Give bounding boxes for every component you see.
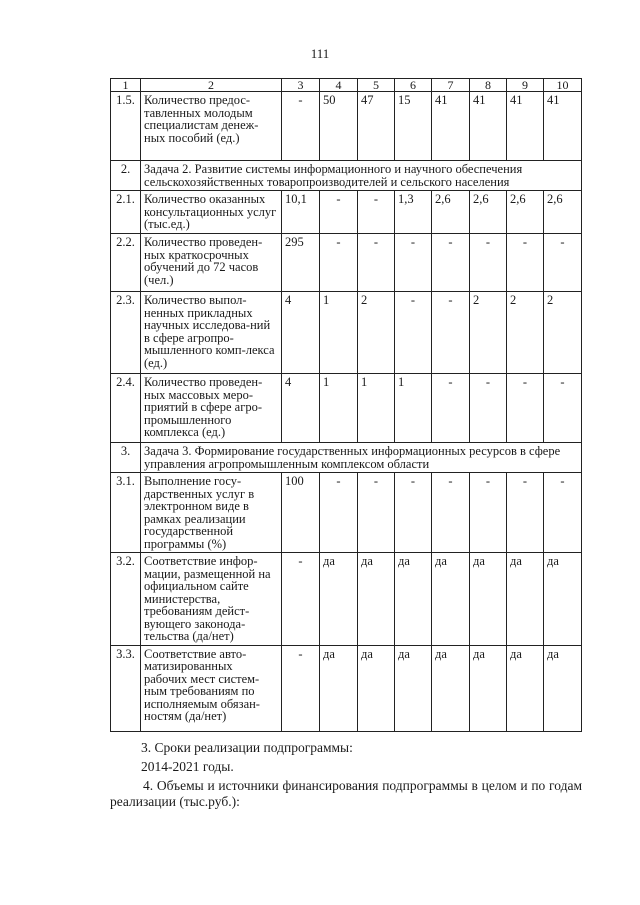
page-number: 111 xyxy=(310,46,330,61)
paragraph-terms-heading: 3. Сроки реализации подпрограммы: xyxy=(141,740,353,755)
task-row xyxy=(111,443,582,473)
value-cell: - xyxy=(320,234,358,292)
indicator-name: Количество выпол-ненных прикладных научных исследова-ний в сфере агропро-мышленного комп-лекса (ед.) xyxy=(141,292,282,374)
value-cell: - xyxy=(507,473,544,553)
value-cell: да xyxy=(470,645,507,731)
value-cell: да xyxy=(544,553,582,646)
value-cell: - xyxy=(470,473,507,553)
value-cell: 1 xyxy=(320,292,358,374)
indicator-name: Выполнение госу-дарственных услуг в электронном виде в рамках реализации государственной программы (%) xyxy=(141,473,282,553)
row-number: 3.1. xyxy=(111,473,141,553)
value-cell: 1,3 xyxy=(395,191,432,234)
value-cell: да xyxy=(544,645,582,731)
task-title: Задача 2. Развитие системы информационного и научного обеспечения сельскохозяйственных товаропроизводителей и сельского населения xyxy=(141,161,582,191)
value-cell: 2,6 xyxy=(544,191,582,234)
row-number: 1.5. xyxy=(111,92,141,161)
value-cell: 41 xyxy=(544,92,582,161)
value-cell: - xyxy=(432,234,470,292)
indicator-name: Соответствие авто-матизированных рабочих мест систем-ным требованиям по исполняемым обязан-ностям (да/нет) xyxy=(141,645,282,731)
table-row xyxy=(111,92,582,161)
value-cell: - xyxy=(320,191,358,234)
paragraph-terms-years: 2014-2021 годы. xyxy=(141,759,234,774)
table-row xyxy=(111,292,582,374)
value-cell: - xyxy=(470,374,507,443)
value-cell: - xyxy=(507,234,544,292)
header-cell: 6 xyxy=(395,79,432,92)
value-cell: - xyxy=(282,645,320,731)
header-cell: 8 xyxy=(470,79,507,92)
value-cell: 295 xyxy=(282,234,320,292)
value-cell: 2 xyxy=(544,292,582,374)
value-cell: да xyxy=(507,553,544,646)
indicator-name: Количество оказанных консультационных услуг (тыс.ед.) xyxy=(141,191,282,234)
value-cell: - xyxy=(507,374,544,443)
row-number: 2.2. xyxy=(111,234,141,292)
value-cell: да xyxy=(320,645,358,731)
row-number: 2.3. xyxy=(111,292,141,374)
row-number: 3.2. xyxy=(111,553,141,646)
value-cell: 2 xyxy=(507,292,544,374)
header-cell: 1 xyxy=(111,79,141,92)
value-cell: да xyxy=(470,553,507,646)
value-cell: да xyxy=(395,645,432,731)
task-row xyxy=(111,161,582,191)
value-cell: - xyxy=(282,92,320,161)
value-cell: 47 xyxy=(358,92,395,161)
value-cell: 41 xyxy=(432,92,470,161)
indicator-name: Количество проведен-ных массовых меро-приятий в сфере агро-промышленного комплекса (ед.) xyxy=(141,374,282,443)
value-cell: - xyxy=(358,473,395,553)
value-cell: 1 xyxy=(320,374,358,443)
task-title: Задача 3. Формирование государственных информационных ресурсов в сфере управления агропромышленным комплексом области xyxy=(141,443,582,473)
indicator-name: Количество предос-тавленных молодым специалистам денеж-ных пособий (ед.) xyxy=(141,92,282,161)
value-cell: 4 xyxy=(282,374,320,443)
value-cell: - xyxy=(358,191,395,234)
value-cell: да xyxy=(395,553,432,646)
value-cell: 2,6 xyxy=(507,191,544,234)
value-cell: - xyxy=(395,234,432,292)
row-number: 3. xyxy=(111,443,141,473)
header-cell: 5 xyxy=(358,79,395,92)
value-cell: 1 xyxy=(395,374,432,443)
indicator-name: Соответствие инфор-мации, размещенной на официальном сайте министерства, требованиям дейст-вующего законода-тельства (да/нет) xyxy=(141,553,282,646)
value-cell: - xyxy=(395,473,432,553)
indicator-name: Количество проведен-ных краткосрочных обучений до 72 часов (чел.) xyxy=(141,234,282,292)
value-cell: 15 xyxy=(395,92,432,161)
value-cell: - xyxy=(320,473,358,553)
row-number: 2. xyxy=(111,161,141,191)
value-cell: 2 xyxy=(358,292,395,374)
value-cell: - xyxy=(395,292,432,374)
header-row xyxy=(111,79,582,92)
value-cell: - xyxy=(358,234,395,292)
indicators-table xyxy=(110,78,582,732)
value-cell: да xyxy=(432,553,470,646)
value-cell: да xyxy=(320,553,358,646)
value-cell: 41 xyxy=(507,92,544,161)
value-cell: 41 xyxy=(470,92,507,161)
paragraph-financing: 4. Объемы и источники финансирования подпрограммы в целом и по годам реализации (тыс.руб.): xyxy=(110,778,582,809)
value-cell: 2 xyxy=(470,292,507,374)
value-cell: 10,1 xyxy=(282,191,320,234)
header-cell: 9 xyxy=(507,79,544,92)
value-cell: - xyxy=(544,374,582,443)
value-cell: 50 xyxy=(320,92,358,161)
value-cell: - xyxy=(544,473,582,553)
header-cell: 7 xyxy=(432,79,470,92)
header-cell: 3 xyxy=(282,79,320,92)
table-row xyxy=(111,553,582,646)
value-cell: да xyxy=(358,553,395,646)
value-cell: - xyxy=(544,234,582,292)
header-cell: 4 xyxy=(320,79,358,92)
value-cell: 4 xyxy=(282,292,320,374)
value-cell: - xyxy=(432,473,470,553)
row-number: 2.4. xyxy=(111,374,141,443)
table-row xyxy=(111,234,582,292)
value-cell: 2,6 xyxy=(470,191,507,234)
value-cell: 100 xyxy=(282,473,320,553)
value-cell: - xyxy=(432,374,470,443)
header-cell: 2 xyxy=(141,79,282,92)
value-cell: - xyxy=(432,292,470,374)
table-row xyxy=(111,374,582,443)
table-row xyxy=(111,473,582,553)
value-cell: - xyxy=(470,234,507,292)
value-cell: да xyxy=(507,645,544,731)
row-number: 3.3. xyxy=(111,645,141,731)
row-number: 2.1. xyxy=(111,191,141,234)
table-row xyxy=(111,645,582,731)
value-cell: - xyxy=(282,553,320,646)
value-cell: 1 xyxy=(358,374,395,443)
header-cell: 10 xyxy=(544,79,582,92)
value-cell: да xyxy=(358,645,395,731)
table-row xyxy=(111,191,582,234)
value-cell: да xyxy=(432,645,470,731)
value-cell: 2,6 xyxy=(432,191,470,234)
